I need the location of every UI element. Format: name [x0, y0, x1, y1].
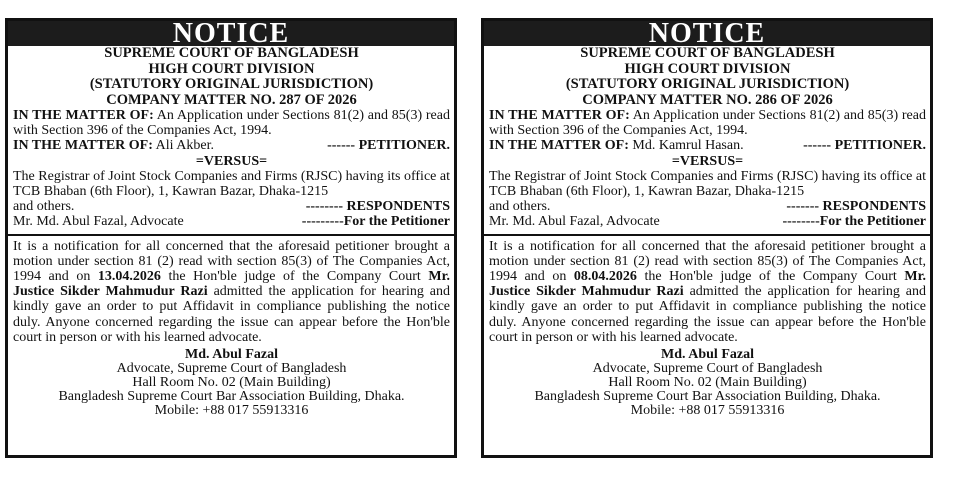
signatory-building: Bangladesh Supreme Court Bar Association Building, Dhaka.: [534, 389, 881, 405]
respondent-row: [13, 199, 450, 214]
division-name: HIGH COURT DIVISION: [624, 60, 791, 77]
signatory-room: Hall Room No. 02 (Main Building): [132, 375, 331, 391]
advocate-line: Mr. Md. Abul Fazal, Advocate: [13, 214, 184, 230]
signatory-building: Bangladesh Supreme Court Bar Association Building, Dhaka.: [58, 389, 405, 405]
body-part-1: It is a notification for all concerned that the aforesaid petitioner brought a motion under section 81 (2) read with section 85(3) of The Companies Act, 1994 and on: [489, 238, 926, 285]
petitioner-label: IN THE MATTER OF:: [489, 138, 629, 154]
respondent-tag: -------- RESPONDENTS: [305, 199, 450, 215]
petitioner-tag: ------ PETITIONER.: [327, 138, 450, 154]
notice-body: [13, 239, 450, 345]
judge-name: Mr. Justice Sikder Mahmudur Razi: [489, 269, 927, 300]
order-date: 08.04.2026: [573, 269, 637, 285]
advocate-tag: --------For the Petitioner: [782, 214, 926, 230]
respondent-text: The Registrar of Joint Stock Companies and Firms (RJSC) having its office at TCB Bhaban (6th Floor), 1, Kawran Bazar, Dhaka-1215: [13, 168, 450, 200]
division-name: HIGH COURT DIVISION: [148, 60, 315, 77]
matter-text: An Application under Sections 81(2) and 85(3) read with Section 396 of the Companies Act, 1994.: [13, 108, 450, 139]
court-name: SUPREME COURT OF BANGLADESH: [580, 45, 835, 61]
respondent-row: [489, 199, 926, 214]
order-date: 13.04.2026: [97, 269, 161, 285]
signatory-name: Md. Abul Fazal: [661, 347, 754, 363]
advocate-row: [13, 214, 450, 229]
notice-banner: NOTICE: [8, 21, 454, 46]
notice-panel-286: [481, 18, 933, 458]
petitioner-label: IN THE MATTER OF:: [13, 138, 153, 154]
matter-number: COMPANY MATTER NO. 286 OF 2026: [582, 91, 833, 108]
body-part-3: admitted the application for hearing and kindly gave an order to put Affidavit in compliance publishing the notice duly. Anyone concerned regarding the issue can appear before the Hon'ble court in person or with his learned advocate.: [489, 284, 927, 345]
advocate-row: [489, 214, 926, 229]
matter-description: [489, 108, 926, 138]
body-part-3: admitted the application for hearing and kindly gave an order to put Affidavit in compliance publishing the notice duly. Anyone concerned regarding the issue can appear before the Hon'ble court in person or with his learned advocate.: [13, 284, 451, 345]
notice-body: [489, 239, 926, 345]
petitioner-tag: ------ PETITIONER.: [803, 138, 926, 154]
signatory-name: Md. Abul Fazal: [185, 347, 278, 363]
respondent-tag: ------- RESPONDENTS: [786, 199, 926, 215]
notice-panel-287: [5, 18, 457, 458]
body-part-2: the Hon'ble judge of the Company Court: [168, 269, 421, 285]
jurisdiction: (STATUTORY ORIGINAL JURISDICTION): [565, 76, 850, 92]
matter-text: An Application under Sections 81(2) and 85(3) read with Section 396 of the Companies Act, 1994.: [489, 108, 926, 139]
petitioner-row: [13, 138, 450, 153]
body-part-2: the Hon'ble judge of the Company Court: [644, 269, 897, 285]
court-name: SUPREME COURT OF BANGLADESH: [104, 45, 359, 61]
divider: [484, 234, 930, 236]
versus: =VERSUS=: [195, 153, 268, 169]
petitioner-name: Ali Akber.: [155, 138, 214, 154]
signatory-mobile: Mobile: +88 017 55913316: [630, 403, 785, 419]
respondent-others: and others.: [13, 199, 75, 215]
signatory-room: Hall Room No. 02 (Main Building): [608, 375, 807, 391]
judge-name: Mr. Justice Sikder Mahmudur Razi: [13, 269, 451, 300]
advocate-line: Mr. Md. Abul Fazal, Advocate: [489, 214, 660, 230]
matter-number: COMPANY MATTER NO. 287 OF 2026: [106, 91, 357, 108]
versus: =VERSUS=: [671, 153, 744, 169]
signatory-title: Advocate, Supreme Court of Bangladesh: [116, 361, 347, 377]
jurisdiction: (STATUTORY ORIGINAL JURISDICTION): [89, 76, 374, 92]
notice-banner: NOTICE: [484, 21, 930, 46]
signatory-mobile: Mobile: +88 017 55913316: [154, 403, 309, 419]
respondent-text: The Registrar of Joint Stock Companies and Firms (RJSC) having its office at TCB Bhaban (6th Floor), 1, Kawran Bazar, Dhaka-1215: [489, 168, 926, 200]
petitioner-name: Md. Kamrul Hasan.: [632, 138, 744, 154]
petitioner-row: [489, 138, 926, 153]
signatory-title: Advocate, Supreme Court of Bangladesh: [592, 361, 823, 377]
matter-label: IN THE MATTER OF:: [13, 108, 154, 123]
divider: [8, 234, 454, 236]
matter-label: IN THE MATTER OF:: [489, 108, 630, 123]
matter-description: [13, 108, 450, 138]
body-part-1: It is a notification for all concerned that the aforesaid petitioner brought a motion under section 81 (2) read with section 85(3) of The Companies Act, 1994 and on: [13, 238, 450, 285]
advocate-tag: ---------For the Petitioner: [301, 214, 450, 230]
respondent-others: and others.: [489, 199, 551, 215]
